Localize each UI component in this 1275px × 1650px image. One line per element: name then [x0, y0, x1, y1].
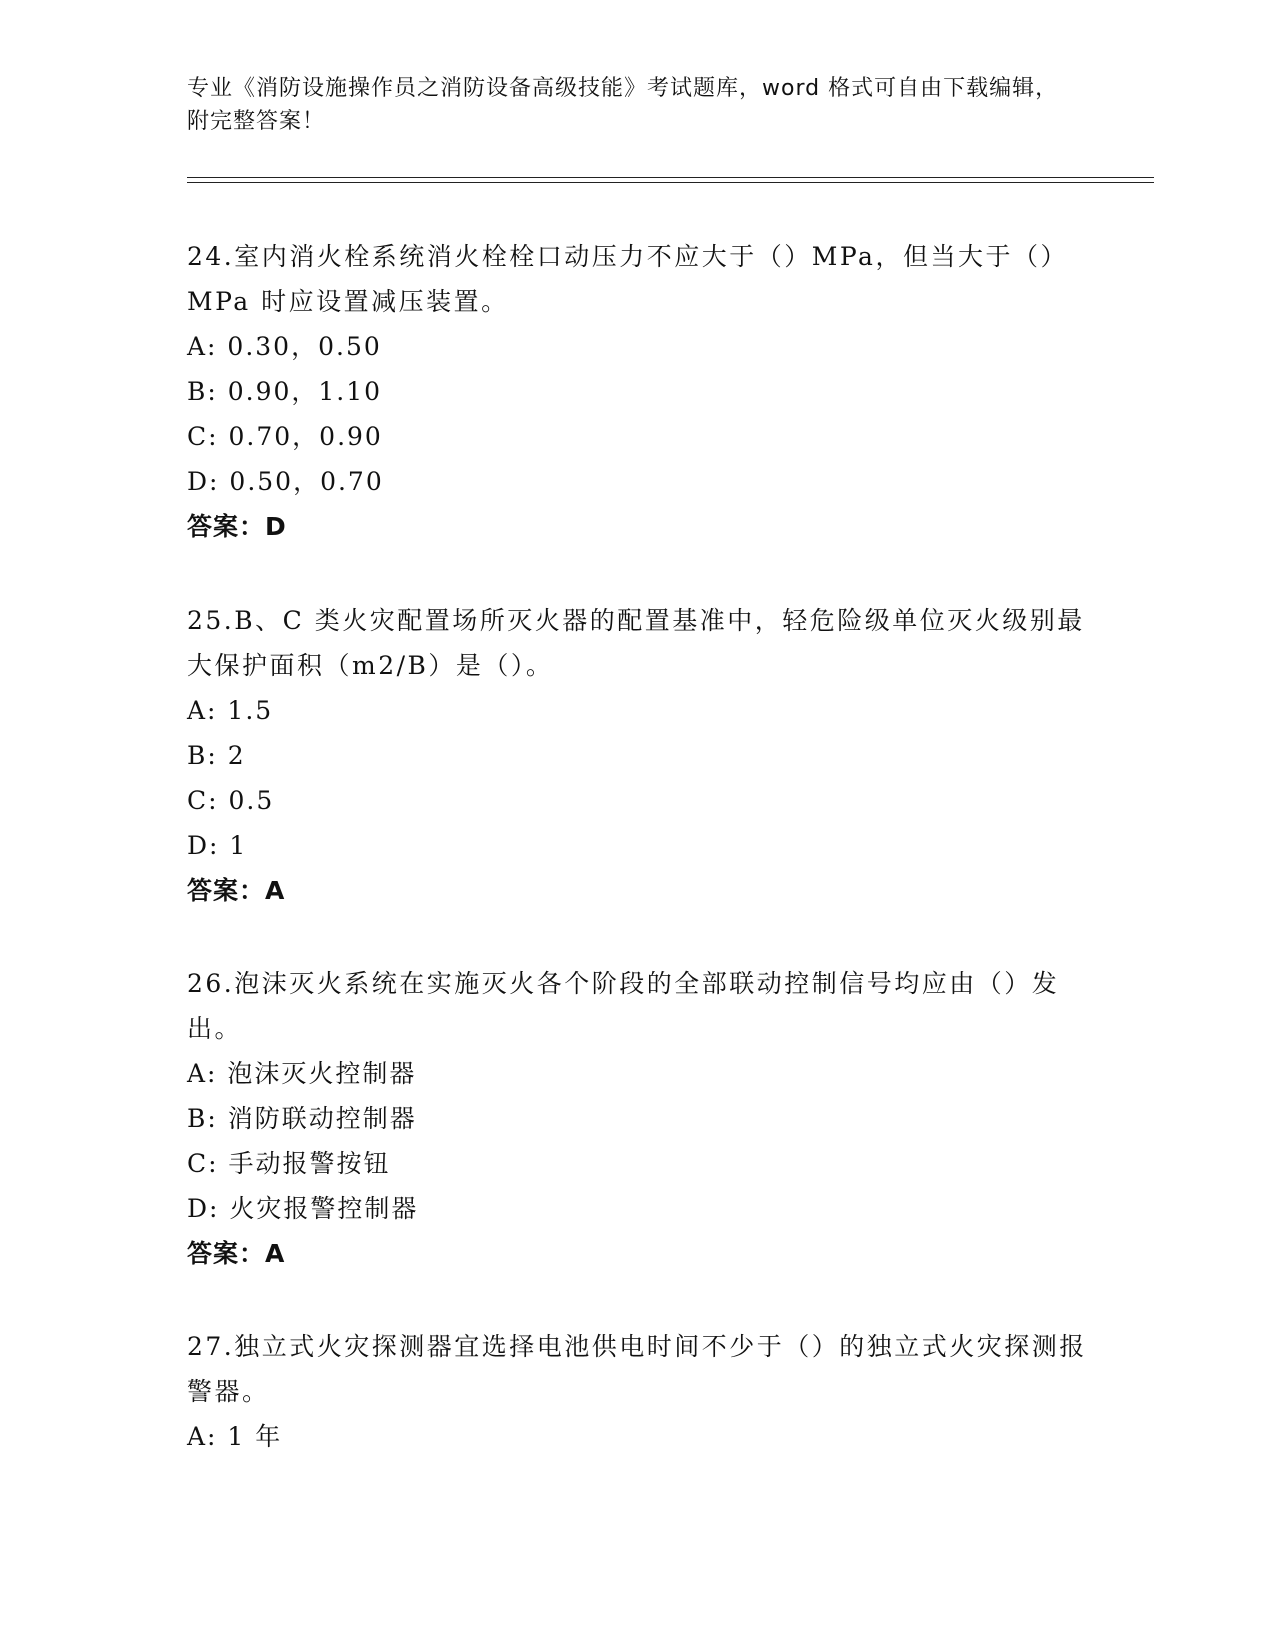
question-text: 27.独立式火灾探测器宜选择电池供电时间不少于（）的独立式火灾探测报警器。 [187, 1332, 1087, 1406]
header-divider-top [187, 177, 1154, 178]
option-c: C: 0.5 [187, 786, 275, 815]
question-24 [187, 234, 1087, 549]
answer: 答案：A [187, 876, 286, 905]
option-a: A: 0.30，0.50 [187, 332, 382, 361]
option-c: C: 手动报警按钮 [187, 1149, 391, 1178]
option-b: B: 2 [187, 741, 246, 770]
header-divider-bottom [187, 182, 1154, 183]
option-a: A: 1.5 [187, 696, 274, 725]
option-b: B: 消防联动控制器 [187, 1104, 417, 1133]
question-text: 24.室内消火栓系统消火栓栓口动压力不应大于（）MPa，但当大于（）MPa 时应设置减压装置。 [187, 242, 1068, 316]
answer: 答案：D [187, 512, 287, 541]
option-d: D: 火灾报警控制器 [187, 1194, 419, 1223]
question-27 [187, 1324, 1087, 1459]
document-header: 专业《消防设施操作员之消防设备高级技能》考试题库，word 格式可自由下载编辑，附完整答案！ [187, 76, 1059, 134]
answer: 答案：A [187, 1239, 286, 1268]
question-text: 26.泡沫灭火系统在实施灭火各个阶段的全部联动控制信号均应由（）发出。 [187, 969, 1060, 1043]
question-text: 25.B、C 类火灾配置场所灭火器的配置基准中，轻危险级单位灭火级别最大保护面积（m2/B）是（）。 [187, 606, 1085, 680]
option-a: A: 1 年 [187, 1422, 283, 1451]
option-d: D: 1 [187, 831, 248, 860]
question-25 [187, 598, 1087, 913]
option-d: D: 0.50，0.70 [187, 467, 384, 496]
option-c: C: 0.70，0.90 [187, 422, 383, 451]
option-b: B: 0.90，1.10 [187, 377, 383, 406]
question-26 [187, 961, 1087, 1276]
option-a: A: 泡沫灭火控制器 [187, 1059, 417, 1088]
